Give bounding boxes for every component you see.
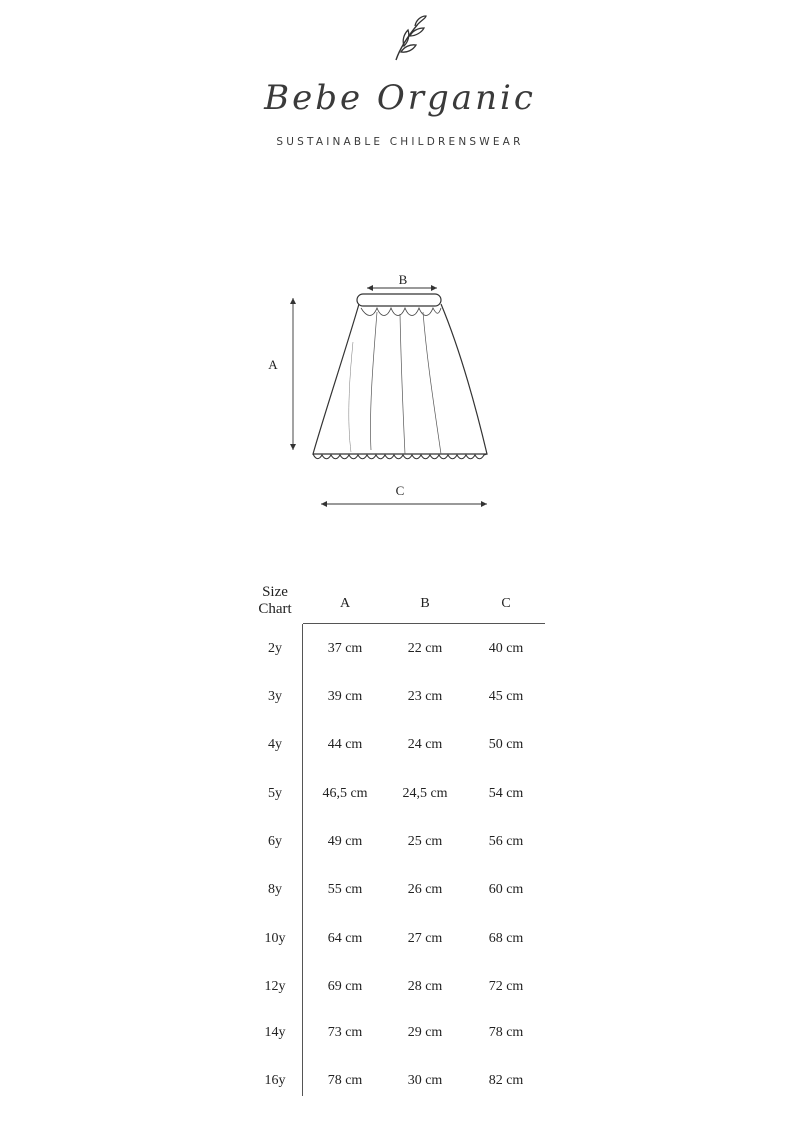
size-cell: 10y — [264, 931, 286, 946]
skirt-diagram — [255, 262, 545, 522]
table-row — [240, 882, 560, 902]
value-cell-b: 27 cm — [407, 931, 443, 946]
value-cell-a: 44 cm — [327, 737, 363, 752]
value-cell-c: 68 cm — [488, 931, 524, 946]
leaf-sprig-icon — [388, 14, 428, 64]
size-cell: 14y — [264, 1025, 286, 1040]
value-cell-c: 50 cm — [488, 737, 524, 752]
value-cell-c: 45 cm — [488, 689, 524, 704]
header-divider — [303, 623, 545, 624]
size-cell: 8y — [268, 882, 282, 897]
value-cell-a: 46,5 cm — [322, 786, 368, 801]
skirt-outline-icon — [313, 294, 487, 459]
table-row — [240, 931, 560, 951]
brand-tagline: SUSTAINABLE CHILDRENSWEAR — [276, 136, 524, 148]
value-cell-a: 37 cm — [327, 641, 363, 656]
value-cell-c: 78 cm — [488, 1025, 524, 1040]
size-cell: 6y — [268, 834, 282, 849]
value-cell-a: 78 cm — [327, 1073, 363, 1088]
size-cell: 16y — [264, 1073, 286, 1088]
column-header-a: A — [339, 596, 351, 611]
value-cell-b: 25 cm — [407, 834, 443, 849]
size-cell: 2y — [268, 641, 282, 656]
size-cell: 12y — [264, 979, 286, 994]
value-cell-a: 64 cm — [327, 931, 363, 946]
brand-name: Bebe Organic — [264, 78, 536, 118]
column-header-b: B — [420, 596, 430, 611]
value-cell-c: 40 cm — [488, 641, 524, 656]
value-cell-b: 24,5 cm — [402, 786, 448, 801]
value-cell-b: 30 cm — [407, 1073, 443, 1088]
value-cell-c: 82 cm — [488, 1073, 524, 1088]
value-cell-c: 56 cm — [488, 834, 524, 849]
value-cell-c: 72 cm — [488, 979, 524, 994]
table-row — [240, 1025, 560, 1045]
table-row — [240, 786, 560, 806]
size-cell: 3y — [268, 689, 282, 704]
size-chart-title-line2: Chart — [258, 601, 292, 617]
value-cell-a: 49 cm — [327, 834, 363, 849]
size-chart-title — [250, 584, 300, 618]
value-cell-a: 39 cm — [327, 689, 363, 704]
size-cell: 5y — [268, 786, 282, 801]
value-cell-b: 26 cm — [407, 882, 443, 897]
column-header-c: C — [501, 596, 511, 611]
value-cell-b: 28 cm — [407, 979, 443, 994]
value-cell-c: 60 cm — [488, 882, 524, 897]
size-chart-title-line1: Size — [262, 584, 288, 600]
value-cell-b: 22 cm — [407, 641, 443, 656]
table-row — [240, 979, 560, 999]
table-row — [240, 689, 560, 709]
value-cell-b: 24 cm — [407, 737, 443, 752]
value-cell-c: 54 cm — [488, 786, 524, 801]
value-cell-a: 73 cm — [327, 1025, 363, 1040]
table-row — [240, 641, 560, 661]
value-cell-a: 55 cm — [327, 882, 363, 897]
dim-label-c: C — [395, 483, 405, 498]
table-row — [240, 834, 560, 854]
table-row — [240, 1073, 560, 1093]
dim-label-b: B — [398, 272, 408, 287]
table-row — [240, 737, 560, 757]
value-cell-b: 29 cm — [407, 1025, 443, 1040]
value-cell-b: 23 cm — [407, 689, 443, 704]
size-cell: 4y — [268, 737, 282, 752]
dim-label-a: A — [268, 357, 278, 372]
value-cell-a: 69 cm — [327, 979, 363, 994]
